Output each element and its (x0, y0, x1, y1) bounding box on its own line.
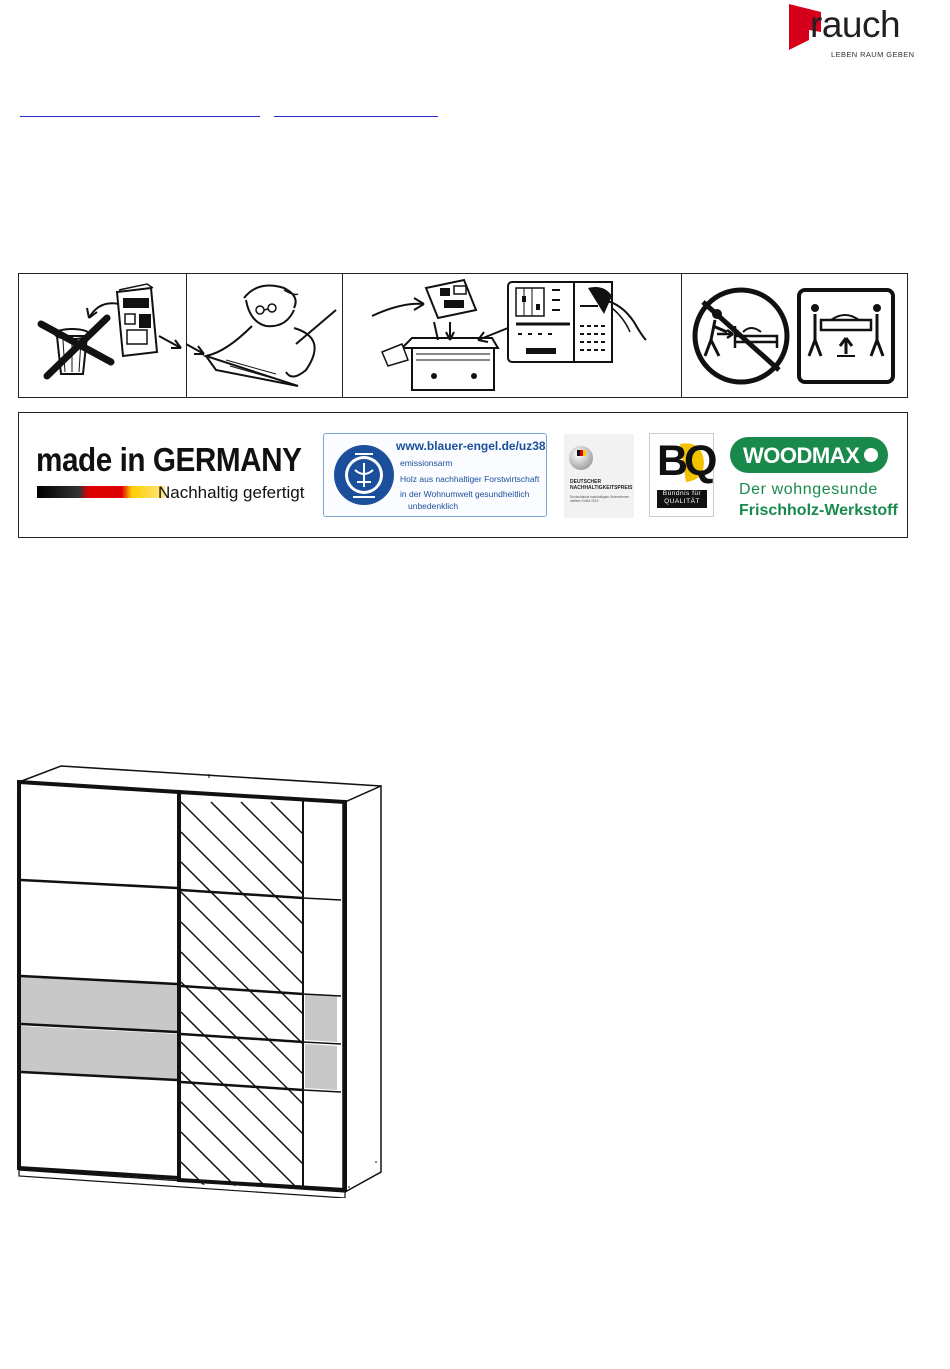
woodmax-name: WOODMAX (743, 443, 860, 468)
german-flag-gradient-bar (37, 486, 165, 498)
blue-angel-bullet-1: emissionsarm (400, 458, 453, 468)
instruction-cell-discard (19, 274, 187, 397)
sustainability-award-label (570, 480, 632, 492)
blue-angel-bullet-2: Holz aus nachhaltiger Forstwirtschaft (400, 474, 540, 484)
bq-sub-line-1: Bündnis für (662, 490, 702, 497)
glass-band-left-2 (21, 1026, 177, 1080)
brand-logo (787, 2, 915, 60)
woodmax-subtitle-1: Der wohngesunde (739, 481, 878, 498)
instruction-cell-keep (342, 274, 682, 397)
wardrobe-side (345, 786, 381, 1192)
brand-name: rauch (810, 4, 901, 45)
instruction-panel (18, 273, 908, 398)
instruction-cell-read (186, 274, 343, 397)
award-label-line-1: DEUTSCHER (570, 479, 602, 485)
sustainability-award-small-text: Deutschlands nachhaltigste Unternehmen mittlere Größe 2015 (570, 495, 630, 503)
keep-documents-icon (342, 274, 681, 397)
do-not-drag-furniture-icon (695, 290, 787, 382)
glass-band-right-2 (305, 1044, 337, 1090)
glass-band-right-1 (305, 994, 337, 1042)
discard-packaging-icon (19, 274, 186, 397)
mirror-hatching (181, 802, 313, 1198)
instruction-cell-handling (681, 274, 907, 397)
blue-angel-bullet-3: in der Wohnumwelt gesundheitlich (400, 489, 530, 499)
handling-icons (681, 274, 907, 397)
lift-furniture-icon (799, 290, 893, 382)
award-trophy-icon (564, 434, 634, 480)
woodmax-subtitle-2: Frischholz-Werkstoff (739, 502, 898, 519)
blue-angel-seal (333, 444, 395, 506)
bq-subtitle (657, 490, 707, 508)
glass-band-left-1 (21, 976, 177, 1032)
sustainability-award-badge (564, 434, 634, 518)
woodmax-logo (730, 437, 888, 473)
wardrobe-drawing (15, 762, 387, 1198)
made-in-germany-label: made in GERMANY (36, 441, 302, 478)
wardrobe-base (19, 1170, 345, 1198)
link-underline-1[interactable] (20, 116, 260, 117)
blue-angel-url[interactable]: www.blauer-engel.de/uz38 (396, 439, 546, 453)
brand-tagline: LEBEN RAUM GEBEN (831, 50, 915, 59)
bq-sub-line-2: QUALITÄT (664, 497, 700, 505)
certification-panel (18, 412, 908, 538)
made-in-germany-subtitle: Nachhaltig gefertigt (158, 483, 305, 502)
blue-angel-badge (323, 433, 547, 517)
award-label-line-2: NACHHALTIGKEITSPREIS (570, 484, 633, 491)
woodmax-dot-icon (864, 448, 878, 462)
bq-letters: BQ (657, 437, 714, 485)
read-instructions-icon (186, 274, 342, 397)
blue-angel-bullet-4: unbedenklich (408, 501, 459, 511)
bq-quality-badge (649, 433, 714, 517)
link-underline-2[interactable] (274, 116, 438, 117)
